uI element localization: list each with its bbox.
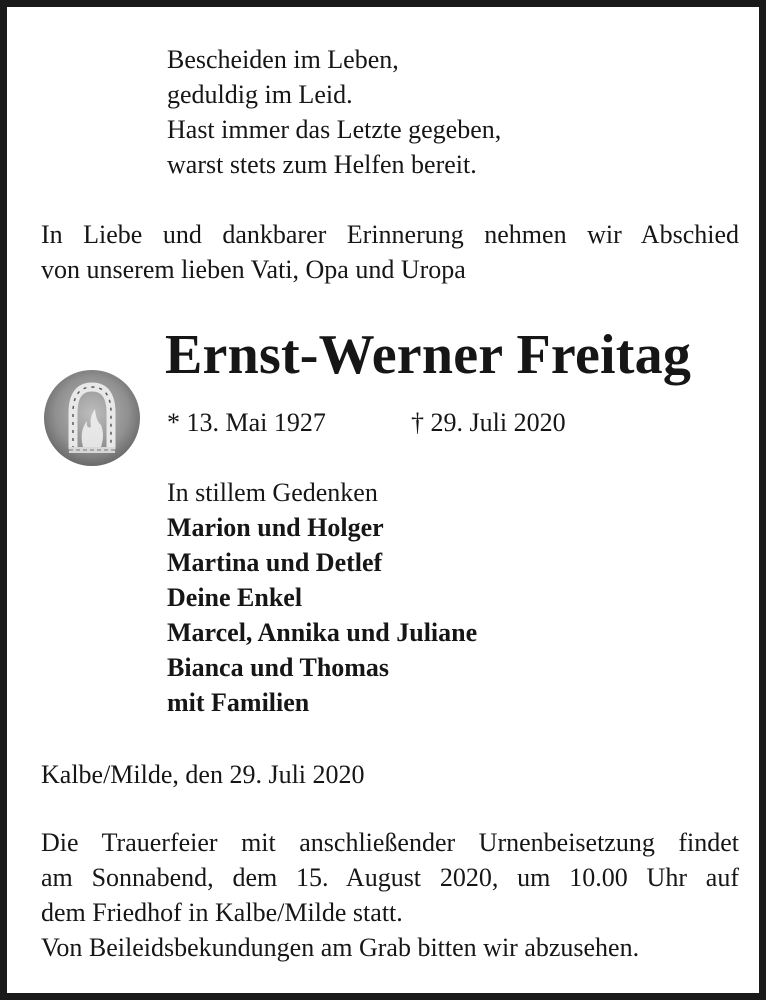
funeral-details [41,825,739,965]
deceased-name: Ernst-Werner Freitag [165,324,692,386]
poem-line: geduldig im Leid. [167,80,353,109]
mourner-name: Deine Enkel [167,583,303,612]
mourner-name: Marcel, Annika und Juliane [167,618,478,647]
mourner-name: mit Familien [167,688,310,717]
closing-line: am Sonnabend, dem 15. August 2020, um 10.00 Uhr auf [41,863,739,892]
poem-line: Bescheiden im Leben, [167,45,399,74]
poem [167,42,501,182]
place-and-date: Kalbe/Milde, den 29. Juli 2020 [41,760,365,789]
mourner-name: Bianca und Thomas [167,653,390,682]
closing-line: Von Beileidsbekundungen am Grab bitten wir abzusehen. [41,933,640,962]
mourner-name: Marion und Holger [167,513,384,542]
closing-line: dem Friedhof in Kalbe/Milde statt. [41,898,403,927]
poem-line: warst stets zum Helfen bereit. [167,150,477,179]
mourners-list [167,475,477,720]
horseshoe-emblem-icon [43,369,141,467]
intro-line: von unserem lieben Vati, Opa und Uropa [41,255,466,284]
mourner-name: Martina und Detlef [167,548,383,577]
closing-line: Die Trauerfeier mit anschließender Urnenbeisetzung findet [41,828,739,857]
poem-line: Hast immer das Letzte gegeben, [167,115,502,144]
birth-date: * 13. Mai 1927 [167,408,326,437]
intro-text [41,217,739,287]
mourners-heading: In stillem Gedenken [167,478,378,507]
intro-line: In Liebe und dankbarer Erinnerung nehmen wir Abschied [41,220,739,249]
death-date: † 29. Juli 2020 [411,408,566,437]
